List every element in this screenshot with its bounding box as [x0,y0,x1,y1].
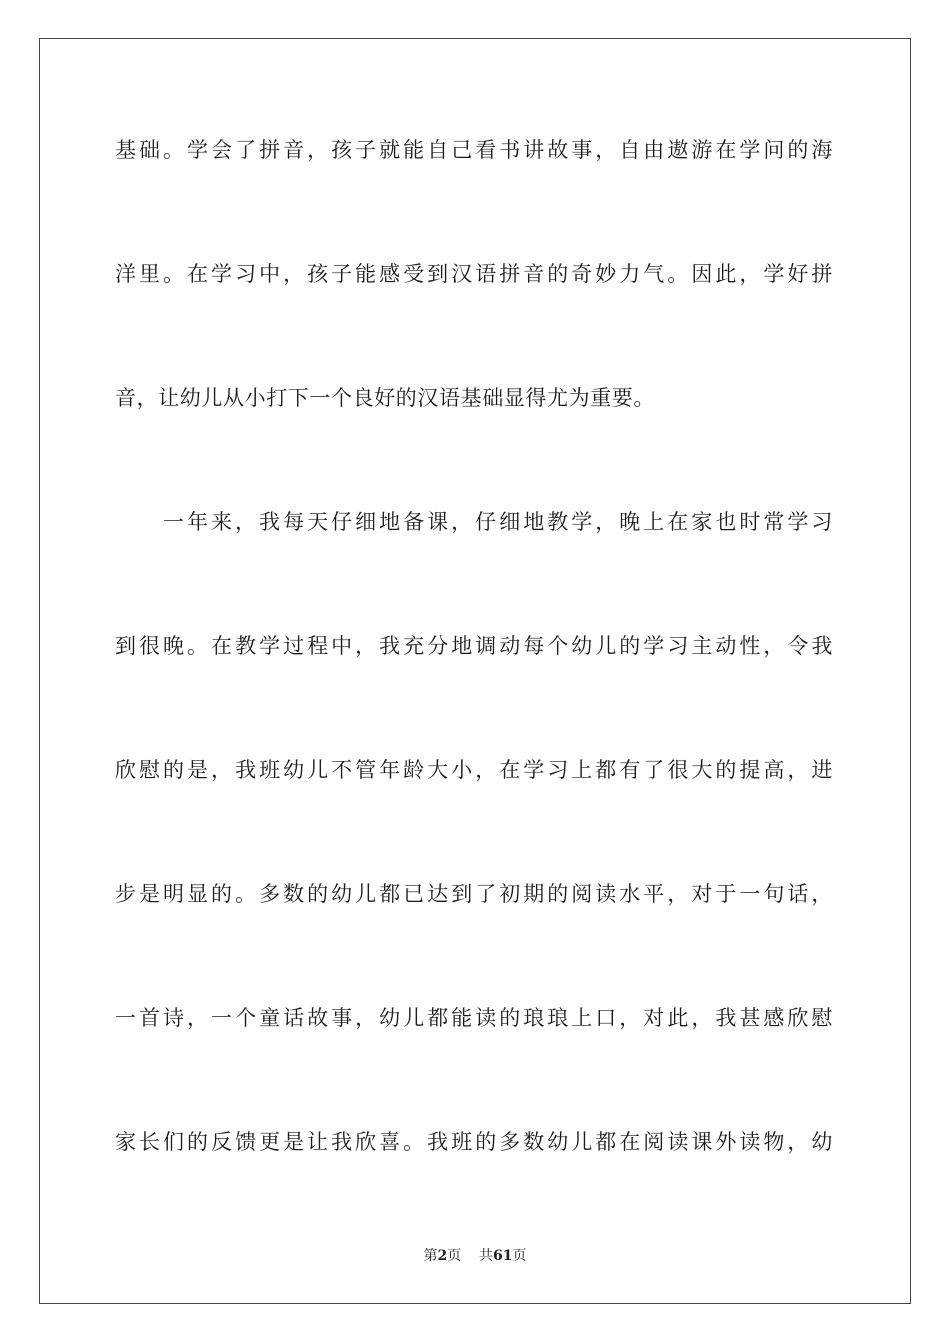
paragraph-line: 步是明显的。多数的幼儿都已达到了初期的阅读水平，对于一句话， [115,882,833,906]
total-suffix: 页 [512,1248,527,1264]
page-number: 2 [437,1248,448,1264]
paragraph-line: 洋里。在学习中，孩子能感受到汉语拼音的奇妙力气。因此，学好拼 [115,262,833,286]
paragraph-line: 欣慰的是，我班幼儿不管年龄大小，在学习上都有了很大的提高，进 [115,758,833,782]
paragraph-line: 到很晚。在教学过程中，我充分地调动每个幼儿的学习主动性，令我 [115,634,833,658]
page-border [39,38,911,1304]
paragraph-line: 一年来，我每天仔细地备课，仔细地教学，晚上在家也时常学习 [163,510,833,534]
page-prefix: 第 [423,1248,438,1264]
total-pages: 61 [493,1248,513,1264]
paragraph-line: 一首诗，一个童话故事，幼儿都能读的琅琅上口，对此，我甚感欣慰 [115,1006,833,1030]
paragraph-line: 音，让幼儿从小打下一个良好的汉语基础显得尤为重要。 [115,386,655,410]
total-prefix: 共 [479,1248,494,1264]
page-footer [0,1246,950,1266]
paragraph-line: 基础。学会了拼音，孩子就能自己看书讲故事，自由遨游在学问的海 [115,138,833,162]
paragraph-line: 家长们的反馈更是让我欣喜。我班的多数幼儿都在阅读课外读物，幼 [115,1130,833,1154]
page-suffix: 页 [447,1248,462,1264]
